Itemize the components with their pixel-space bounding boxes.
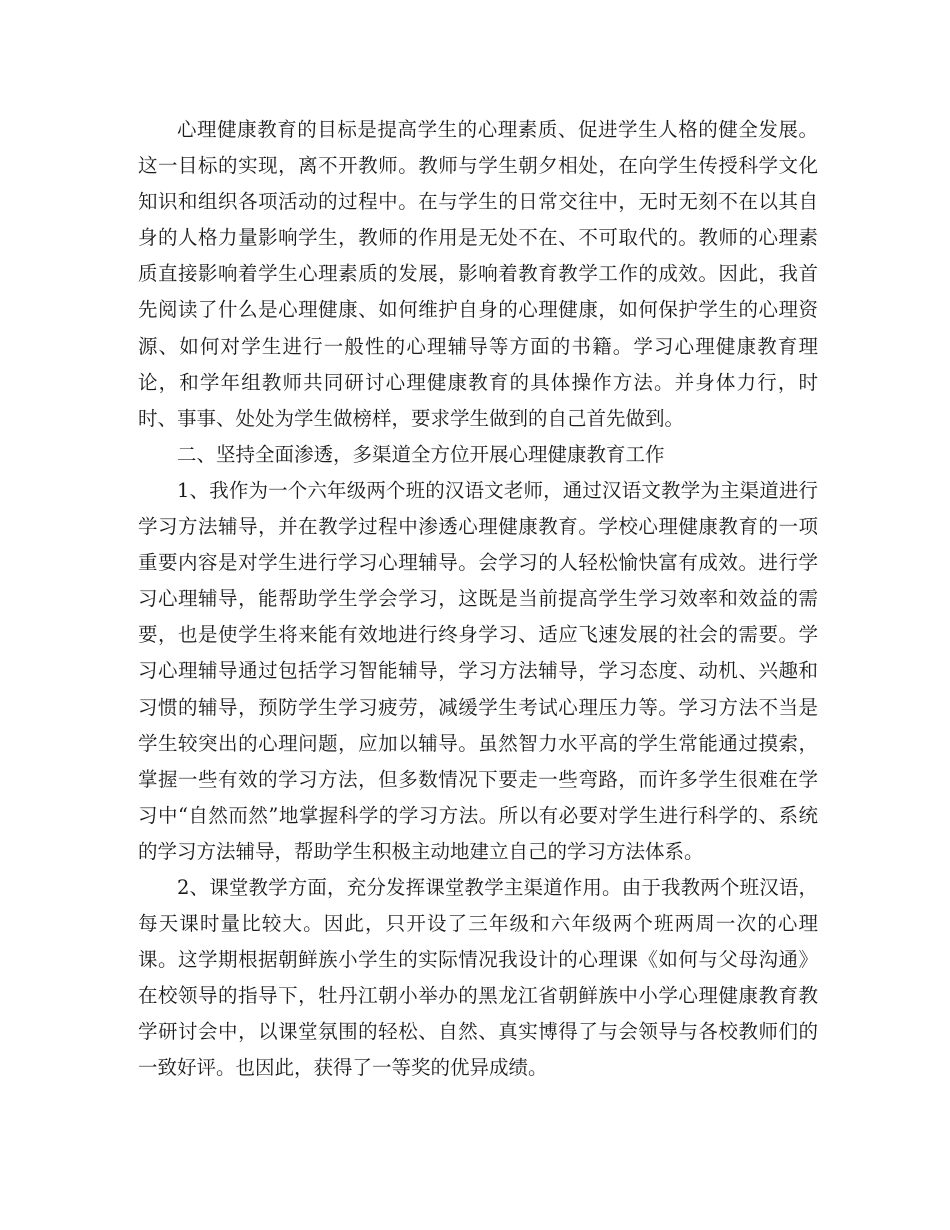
document-body (138, 112, 818, 1087)
paragraph-teacher-role: 心理健康教育的目标是提高学生的心理素质、促进学生人格的健全发展。这一目标的实现，离不开教师。教师与学生朝夕相处，在向学生传授科学文化知识和组织各项活动的过程中。在与学生的日常交往中，无时无刻不在以其自身的人格力量影响学生，教师的作用是无处不在、不可取代的。教师的心理素质直接影响着学生心理素质的发展，影响着教育教学工作的成效。因此，我首先阅读了什么是心理健康、如何维护自身的心理健康，如何保护学生的心理资源、如何对学生进行一般性的心理辅导等方面的书籍。学习心理健康教育理论，和学年组教师共同研讨心理健康教育的具体操作方法。并身体力行，时时、事事、处处为学生做榜样，要求学生做到的自己首先做到。 (138, 118, 818, 430)
section-heading-two: 二、坚持全面渗透，多渠道全方位开展心理健康教育工作 (177, 442, 665, 466)
paragraph-classroom-teaching: 2、课堂教学方面，充分发挥课堂教学主渠道作用。由于我教两个班汉语，每天课时量比较大。因此，只开设了三年级和六年级两个班两周一次的心理课。这学期根据朝鲜族小学生的实际情况我设计的心理课《如何与父母沟通》在校领导的指导下，牡丹江朝小举办的黑龙江省朝鲜族中小学心理健康教育教学研讨会中，以课堂氛围的轻松、自然、真实博得了与会领导与各校教师们的一致好评。也因此，获得了一等奖的优异成绩。 (138, 875, 818, 1080)
paragraph-learning-guidance: 1、我作为一个六年级两个班的汉语文老师，通过汉语文教学为主渠道进行学习方法辅导，并在教学过程中渗透心理健康教育。学校心理健康教育的一项重要内容是对学生进行学习心理辅导。会学习的人轻松愉快富有成效。进行学习心理辅导，能帮助学生学会学习，这既是当前提高学生学习效率和效益的需要，也是使学生将来能有效地进行终身学习、适应飞速发展的社会的需要。学习心理辅导通过包括学习智能辅导，学习方法辅导，学习态度、动机、兴趣和习惯的辅导，预防学生学习疲劳，减缓学生考试心理压力等。学习方法不当是学生较突出的心理问题，应加以辅导。虽然智力水平高的学生常能通过摸索，掌握一些有效的学习方法，但多数情况下要走一些弯路，而许多学生很难在学习中“自然而然”地掌握科学的学习方法。所以有必要对学生进行科学的、系统的学习方法辅导，帮助学生积极主动地建立自己的学习方法体系。 (138, 478, 818, 863)
